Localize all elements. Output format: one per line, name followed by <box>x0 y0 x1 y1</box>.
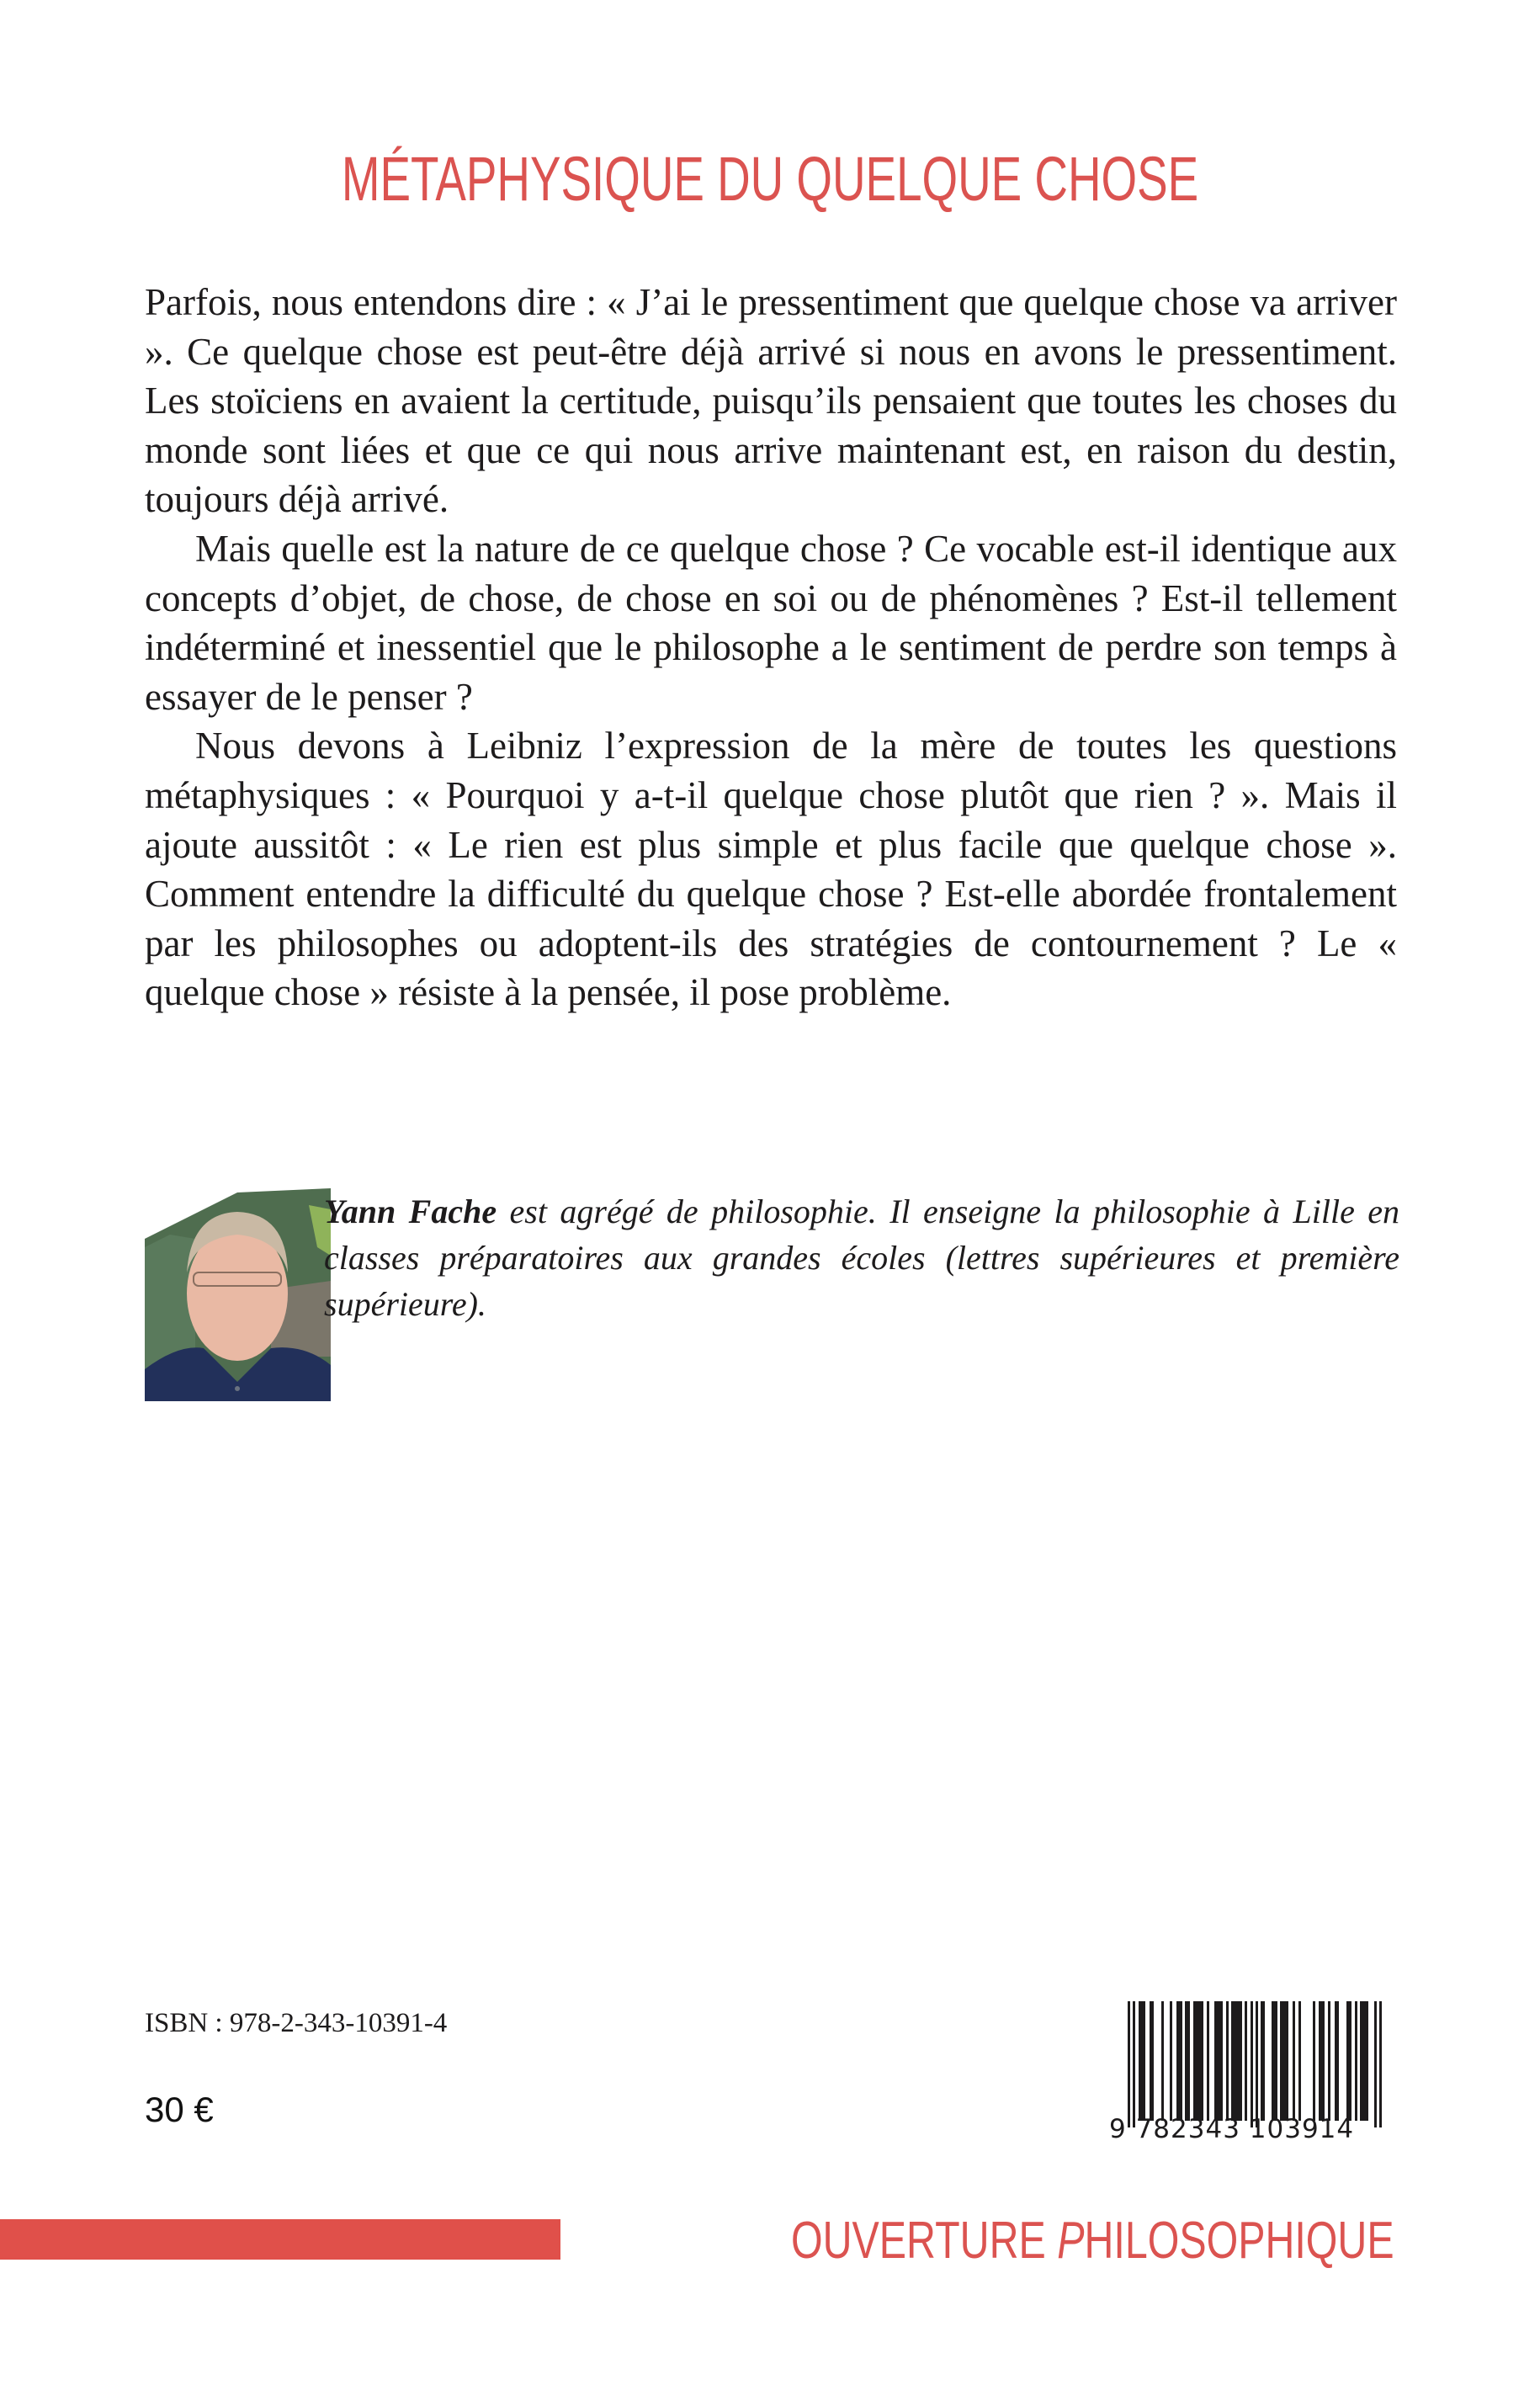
barcode-digits: 9 782343 103914 <box>1109 2114 1355 2144</box>
isbn-label: ISBN : 978-2-343-10391-4 <box>145 2008 448 2038</box>
author-portrait-icon <box>145 1188 331 1401</box>
book-title: MÉTAPHYSIQUE DU QUELQUE CHOSE <box>341 144 1199 214</box>
back-cover-blurb <box>145 278 1397 1017</box>
collection-name-part3: HILOSOPHIQUE <box>1084 2212 1394 2270</box>
collection-name <box>791 2212 1394 2271</box>
blurb-paragraph-3: Nous devons à Leibniz l’expression de la mère de toutes les questions métaphysiques : « Pourquoi y a-t-il quelque chose plutôt que rien ? ». Mais il ajoute aussitôt : « Le rien est plus simple et plus facile que quelque chose ». Comment entendre la difficulté du quelque chose ? Est-elle abordée frontalement par les philosophes ou adoptent-ils des stratégies de contournement ? Le « quelque chose » résiste à la pensée, il pose problème. <box>145 725 1397 1014</box>
author-bio-text: est agrégé de philosophie. Il enseigne la philosophie à Lille en classes préparatoires aux grandes écoles (lettres supérieures et première supérieure). <box>324 1192 1400 1323</box>
author-bio <box>324 1188 1399 1327</box>
blurb-paragraph-2: Mais quelle est la nature de ce quelque chose ? Ce vocable est-il identique aux concepts d’objet, de chose, de chose en soi ou de phénomènes ? Est-il tellement indéterminé et inessentiel que le philosophe a le sentiment de perdre son temps à essayer de le penser ? <box>145 527 1397 718</box>
price-label: 30 € <box>145 2090 214 2129</box>
author-name: Yann Fache <box>324 1192 497 1230</box>
red-accent-bar <box>0 2219 560 2260</box>
collection-name-italic-letter: P <box>1057 2212 1085 2270</box>
blurb-paragraph-1: Parfois, nous entendons dire : « J’ai le pressentiment que quelque chose va arriver ». Ce quelque chose est peut-être déjà arrivé si nous en avons le pressentiment. Les stoïciens en avaient la certitude, puisqu’ils pensaient que toutes les choses du monde sont liées et que ce qui nous arrive maintenant est, en raison du destin, toujours déjà arrivé. <box>145 281 1397 521</box>
author-photo <box>145 1188 331 1401</box>
collection-name-part1: OUVERTURE <box>791 2212 1058 2270</box>
